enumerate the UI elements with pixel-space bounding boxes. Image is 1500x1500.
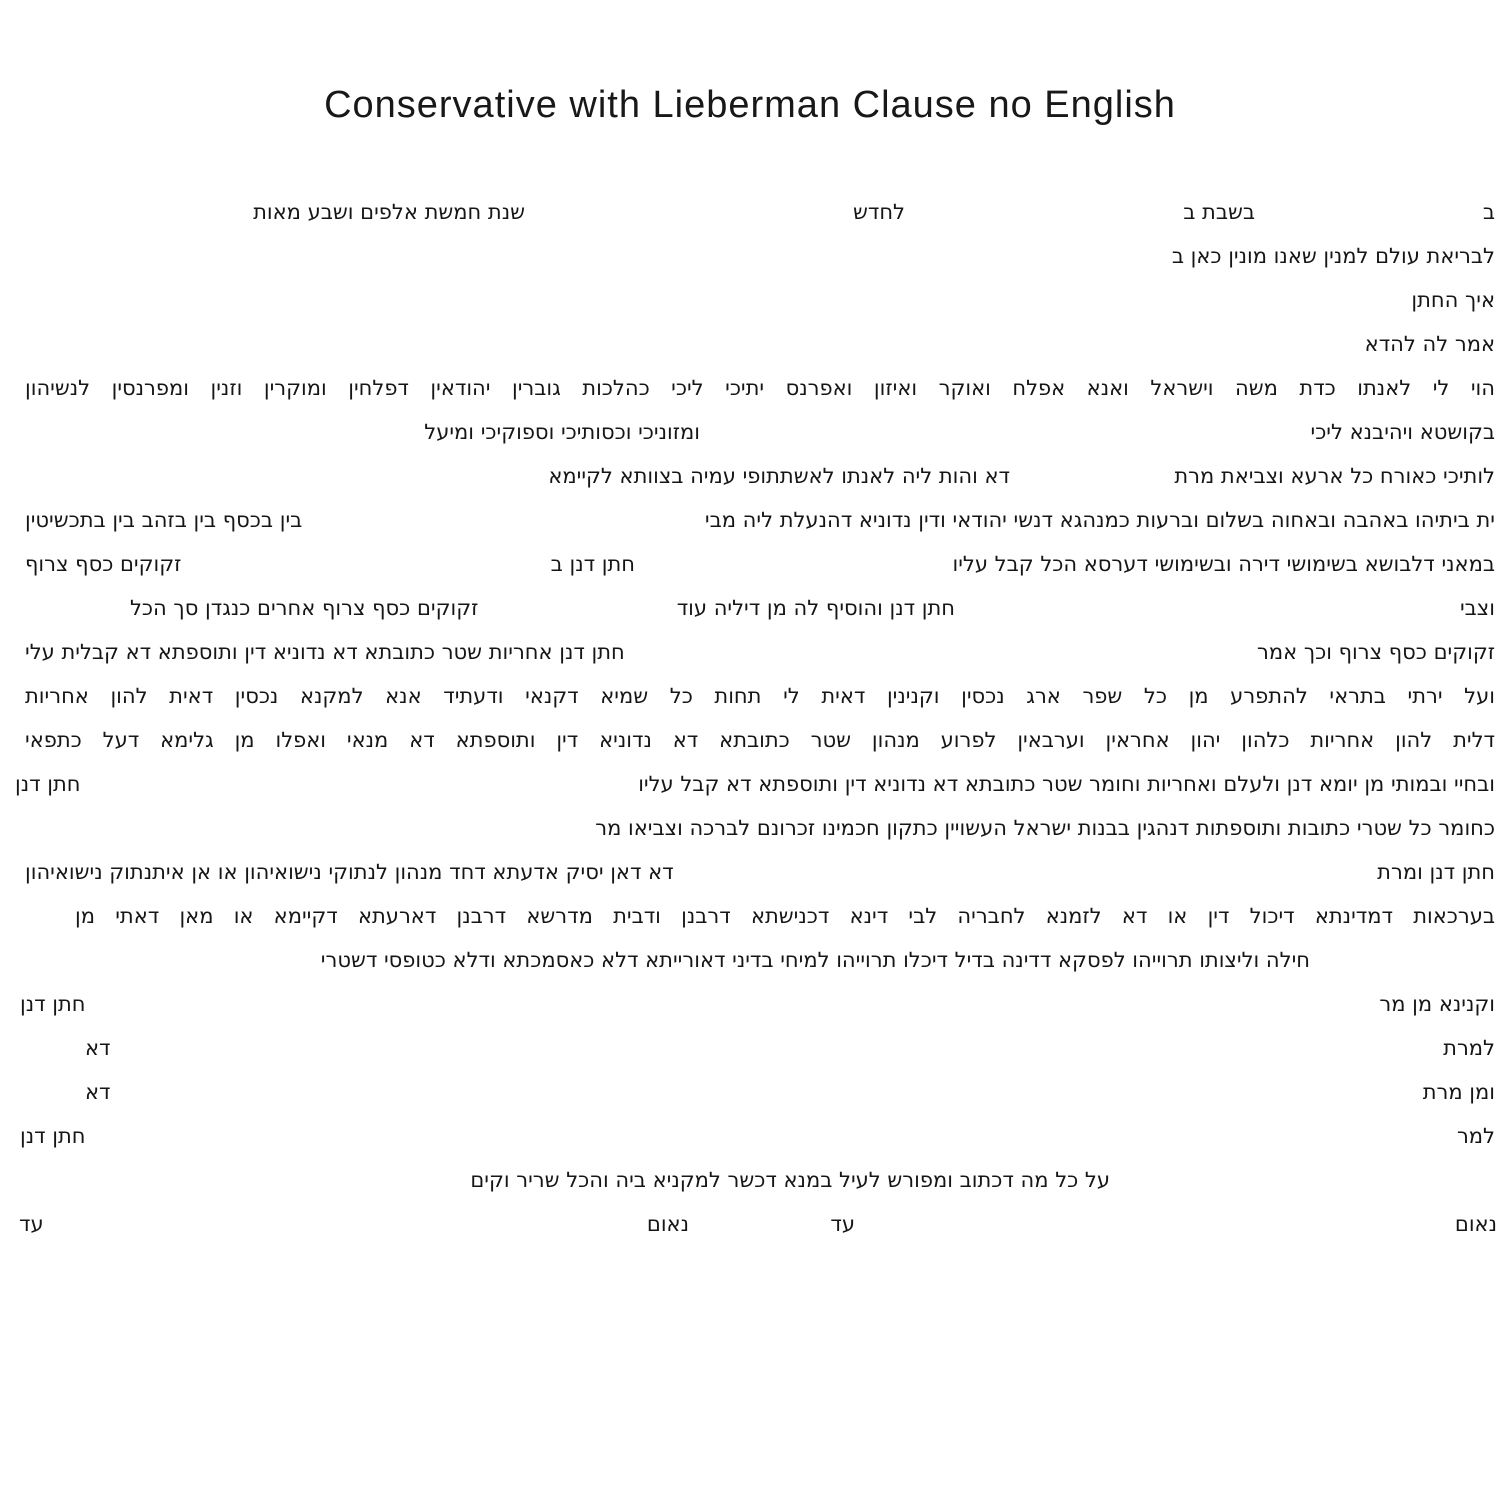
ketubah-line-4 [0,329,1500,373]
text-segment: נאום [646,1212,689,1236]
ketubah-line-22 [0,1121,1500,1165]
text-segment: למר [1456,1124,1495,1148]
text-segment: לותיכי כאורח כל ארעא וצביאת מרת [1174,464,1495,488]
ketubah-line-12 [0,681,1500,725]
text-segment: וקנינא מן מר [1379,992,1495,1016]
text-segment: ועל ירתי בתראי להתפרע מן כל שפר ארג נכסין וקנינין דאית לי תחות כל שמיא דקנאי ודעתיד אנא למקנא נכסין דאית להון אחריות [25,684,1495,708]
text-segment: ומזוניכי וכסותיכי וספוקיכי ומיעל [424,420,700,444]
text-segment: איך החתן [1411,288,1495,312]
text-segment: דא [85,1080,111,1104]
text-segment: דלית להון אחריות כלהון יהון אחראין וערבאין לפרוע מנהון שטר כתובתא דא נדוניא דין ותוספתא דא מנאי ואפלו מן גלימא דעל כתפאי [25,728,1495,752]
text-segment: חתן דנן והוסיף לה מן דיליה עוד [676,596,955,620]
ketubah-line-11 [0,637,1500,681]
text-segment: וצבי [1459,596,1495,620]
ketubah-line-7 [0,461,1500,505]
text-segment: ובחיי ובמותי מן יומא דנן ולעלם ואחריות וחומר שטר כתובתא דא נדוניא דין ותוספתא דא קבל עליו [638,772,1495,796]
text-segment: חתן דנן אחריות שטר כתובתא דא נדוניא דין ותוספתא דא קבלית עלי [25,640,625,664]
text-segment: על כל מה דכתוב ומפורש לעיל במנא דכשר למקניא ביה והכל שריר וקים [470,1168,1110,1192]
text-segment: למרת [1443,1036,1495,1060]
ketubah-line-17 [0,901,1500,945]
text-segment: עד [830,1212,855,1236]
ketubah-line-23 [0,1165,1500,1209]
text-segment: חתן דנן [20,1124,86,1148]
text-segment: בין בכסף בין בזהב בין בתכשיטין [25,508,303,532]
text-segment: עד [19,1212,44,1236]
ketubah-line-2 [0,241,1500,285]
text-segment: הוי לי לאנתו כדת משה וישראל ואנא אפלח ואוקר ואיזון ואפרנס יתיכי ליכי כהלכות גוברין יהודאין דפלחין ומוקרין וזנין ומפרנסין לנשיהון [25,376,1495,400]
text-segment: זקוקים כסף צרוף [25,552,182,576]
text-segment: חילה וליצותו תרוייהו לפסקא דדינה בדיל דיכלו תרוייהו למיחי בדיני דאורייתא דלא כאסמכתא ודלא כטופסי דשטרי [320,948,1310,972]
ketubah-line-13 [0,725,1500,769]
text-segment: דא דאן יסיק אדעתא דחד מנהון לנתוקי נישואיהון או אן איתנתוק נישואיהון [25,860,674,884]
text-segment: אמר לה להדא [1364,332,1495,356]
text-segment: לחדש [853,200,905,224]
ketubah-line-20 [0,1033,1500,1077]
text-segment: במאני דלבושא בשימושי דירה ובשימושי דערסא הכל קבל עליו [952,552,1495,576]
ketubah-line-24 [0,1209,1500,1253]
text-segment: חתן דנן [20,992,86,1016]
text-segment: ית ביתיהו באהבה ובאחוה בשלום וברעות כמנהגא דנשי יהודאי ודין נדוניא דהנעלת ליה מבי [704,508,1495,532]
ketubah-line-6 [0,417,1500,461]
ketubah-line-18 [0,945,1500,989]
ketubah-line-3 [0,285,1500,329]
ketubah-line-8 [0,505,1500,549]
text-segment: שנת חמשת אלפים ושבע מאות [253,200,525,224]
ketubah-line-5 [0,373,1500,417]
text-segment: בקושטא ויהיבנא ליכי [1310,420,1495,444]
text-segment: בשבת ב [1183,200,1255,224]
ketubah-line-19 [0,989,1500,1033]
page-title: Conservative with Lieberman Clause no English [324,84,1176,126]
text-segment: חתן דנן ב [550,552,635,576]
ketubah-line-9 [0,549,1500,593]
ketubah-line-14 [0,769,1500,813]
text-segment: ב [1482,200,1495,224]
text-segment: נאום [1454,1212,1497,1236]
ketubah-line-15 [0,813,1500,857]
ketubah-line-10 [0,593,1500,637]
text-segment: כחומר כל שטרי כתובות ותוספתות דנהגין בבנות ישראל העשויין כתקון חכמינו זכרונם לברכה וצביאו מר [595,816,1495,840]
ketubah-line-21 [0,1077,1500,1121]
text-segment: חתן דנן [15,772,81,796]
text-segment: דא [85,1036,111,1060]
text-segment: זקוקים כסף צרוף אחרים כנגדן סך הכל [130,596,479,620]
ketubah-line-16 [0,857,1500,901]
text-segment: חתן דנן ומרת [1377,860,1495,884]
text-segment: לבריאת עולם למנין שאנו מונין כאן ב [1171,244,1495,268]
text-segment: ומן מרת [1422,1080,1495,1104]
ketubah-line-1 [0,197,1500,241]
text-segment: בערכאות דמדינתא דיכול דין או דא לזמנא לחבריה לבי דינא דכנישתא דרבנן ודבית מדרשא דרבנן דארעתא דקיימא או מאן דאתי מן [75,904,1495,928]
text-segment: זקוקים כסף צרוף וכך אמר [1256,640,1495,664]
text-segment: דא והות ליה לאנתו לאשתתופי עמיה בצוותא לקיימא [548,464,1010,488]
